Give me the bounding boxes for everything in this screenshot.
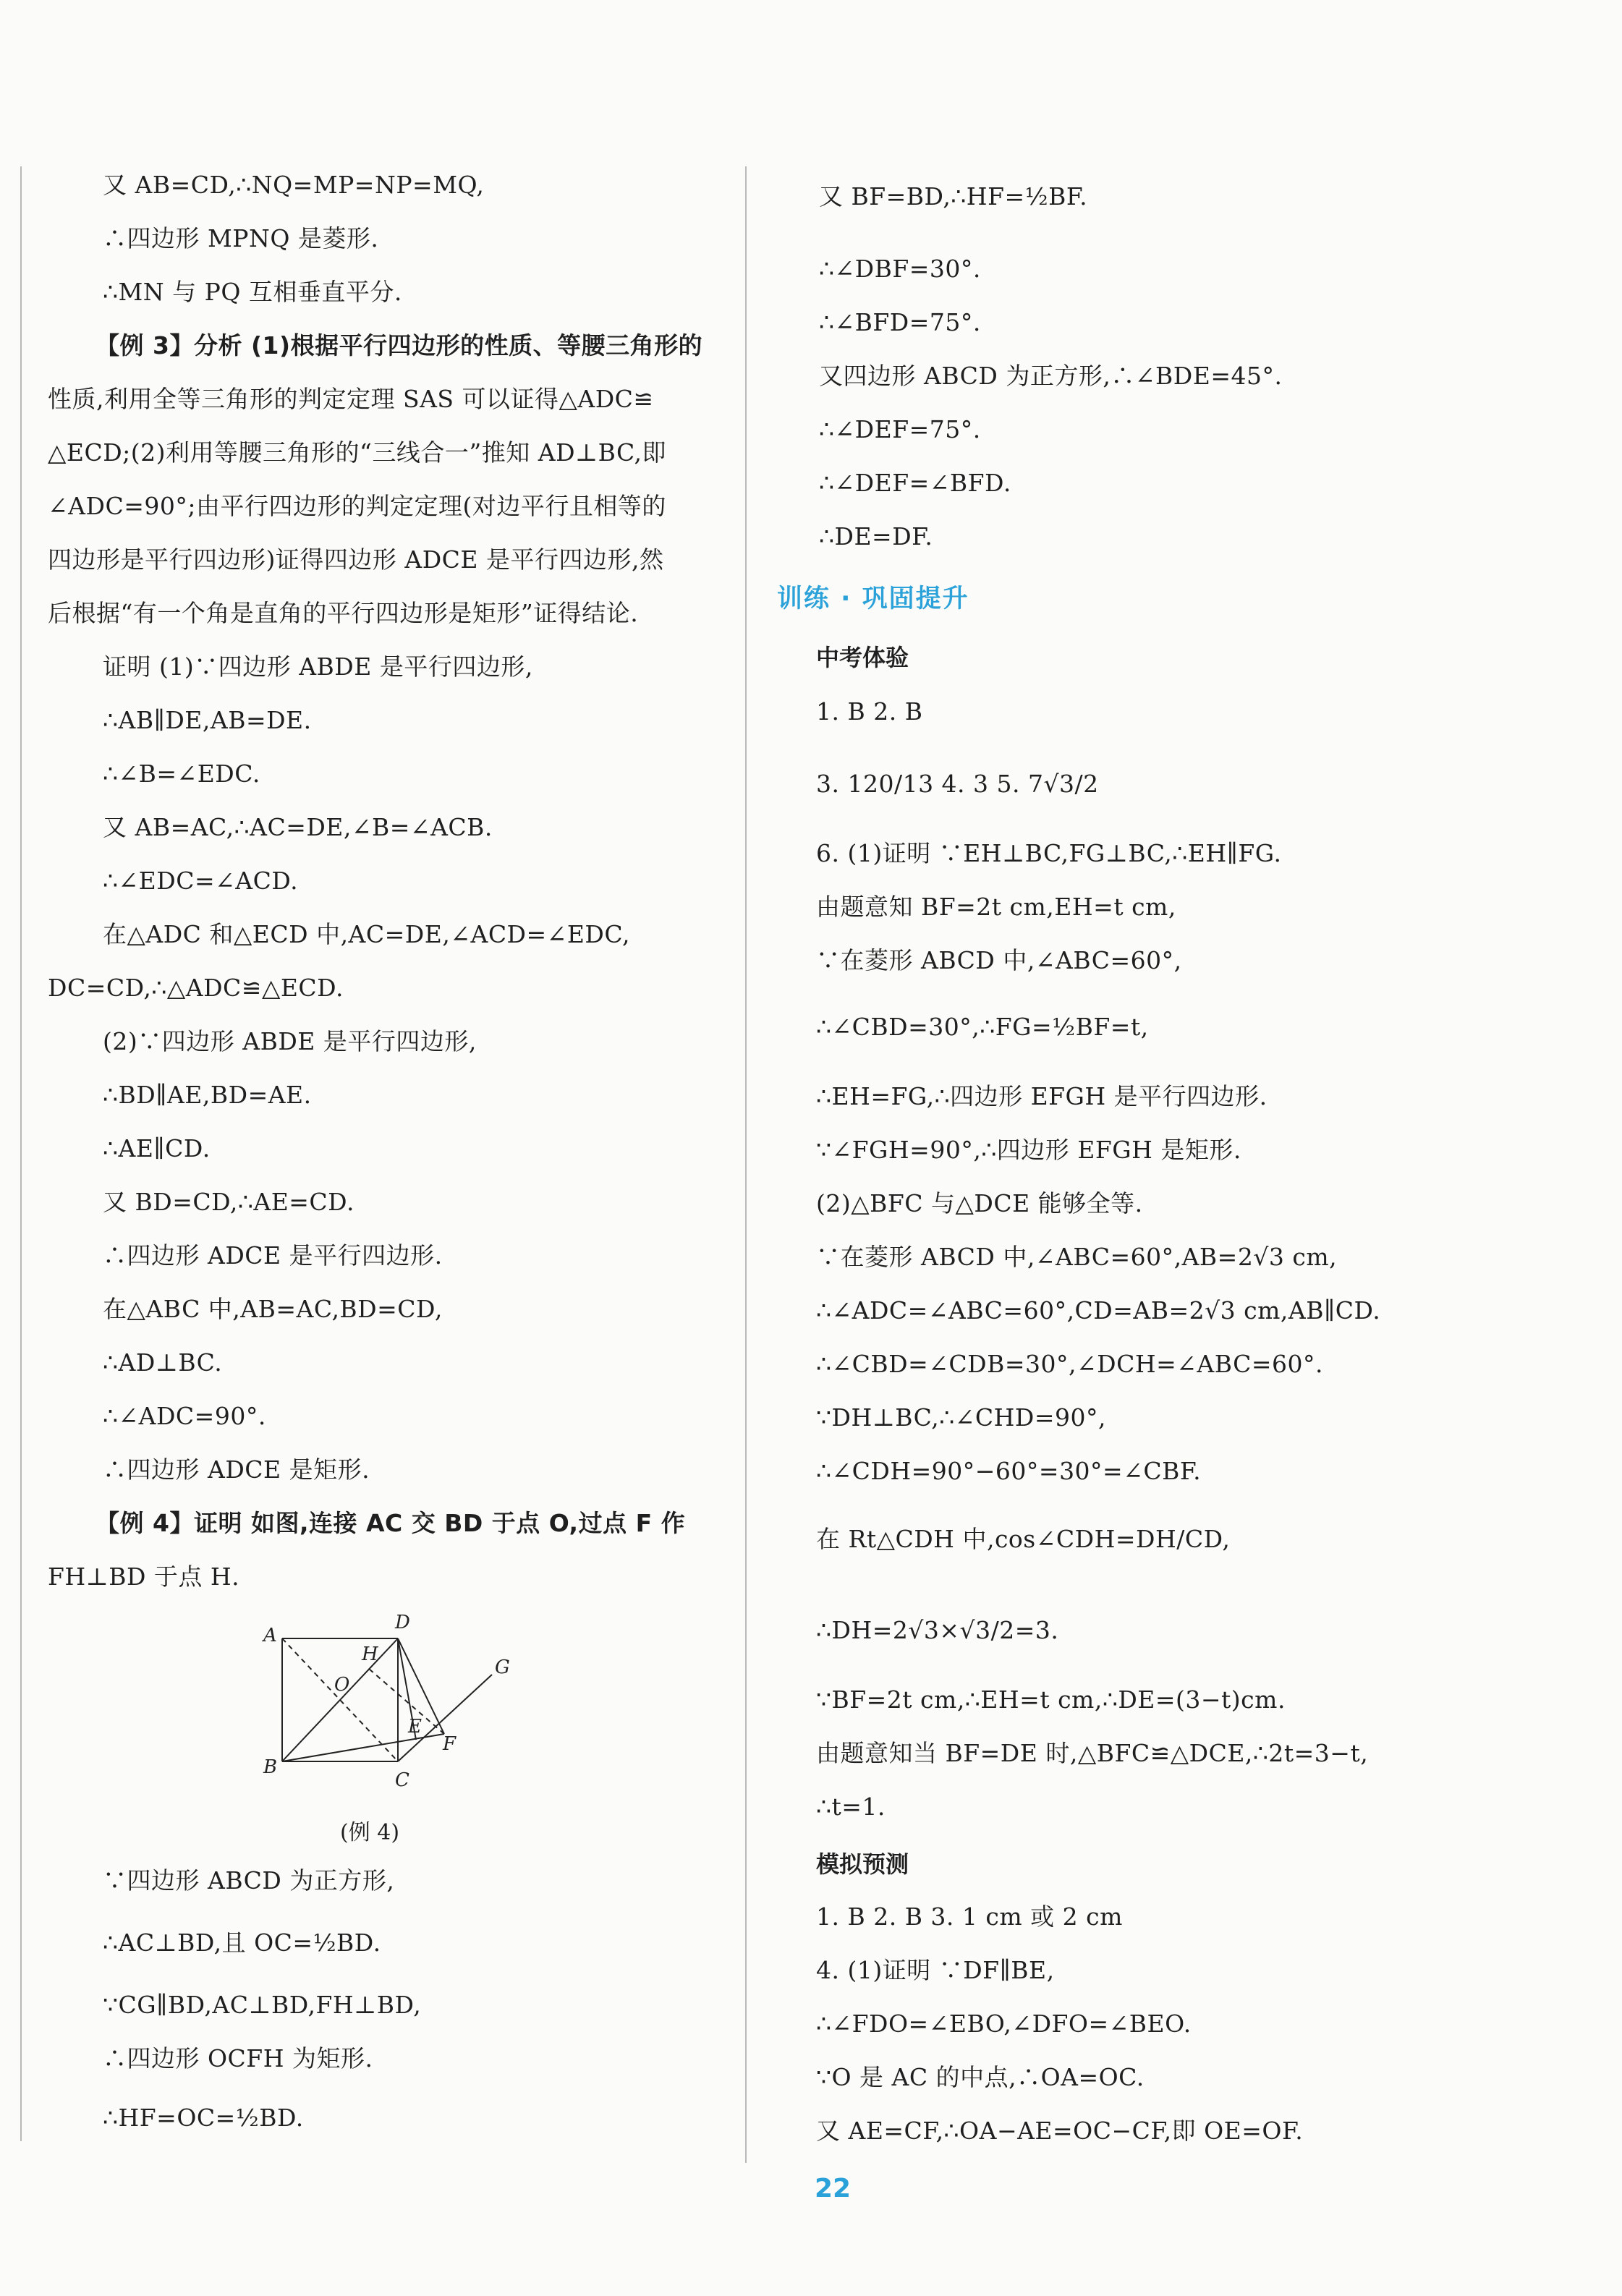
label-O: O	[334, 1674, 350, 1696]
text-line: 后根据“有一个角是直角的平行四边形是矩形”证得结论.	[48, 599, 639, 627]
text-line: ∴∠B=∠EDC.	[103, 760, 260, 788]
text-line: 在△ADC 和△ECD 中,AC=DE,∠ACD=∠EDC,	[103, 920, 630, 948]
proof-heading: 证明 (1)∵四边形 ABDE 是平行四边形,	[103, 652, 533, 681]
text-line: ∴AC⊥BD,且 OC=½BD.	[103, 1929, 381, 1957]
text-line: ∵四边形 ABCD 为正方形,	[103, 1866, 395, 1895]
label-C: C	[395, 1769, 409, 1791]
label-A: A	[263, 1625, 277, 1646]
text-line: ∵∠FGH=90°,∴四边形 EFGH 是矩形.	[816, 1136, 1241, 1164]
text-line: ∴t=1.	[816, 1793, 886, 1821]
text-line: (2)△BFC 与△DCE 能够全等.	[816, 1189, 1143, 1217]
page-number: 22	[814, 2174, 852, 2203]
text-line: ∴∠DBF=30°.	[819, 255, 981, 283]
text-line: ∴∠FDO=∠EBO,∠DFO=∠BEO.	[816, 2010, 1192, 2038]
text-line: 又 AB=AC,∴AC=DE,∠B=∠ACB.	[103, 813, 493, 841]
label-B: B	[263, 1756, 278, 1778]
example-3-heading: 【例 3】分析 (1)根据平行四边形的性质、等腰三角形的	[95, 331, 703, 360]
text-line: ∴四边形 ADCE 是矩形.	[103, 1455, 370, 1484]
text-line: ∴HF=OC=½BD.	[103, 2104, 304, 2132]
text-line: ∴EH=FG,∴四边形 EFGH 是平行四边形.	[816, 1082, 1268, 1110]
text-line: 又 AE=CF,∴OA−AE=OC−CF,即 OE=OF.	[816, 2117, 1304, 2145]
label-D: D	[395, 1612, 410, 1633]
example-4-heading: 【例 4】证明 如图,连接 AC 交 BD 于点 O,过点 F 作	[95, 1509, 686, 1537]
text-line: DC=CD,∴△ADC≌△ECD.	[48, 974, 344, 1002]
text-line: 四边形是平行四边形)证得四边形 ADCE 是平行四边形,然	[48, 545, 664, 574]
text-line: 又 BF=BD,∴HF=½BF.	[819, 182, 1088, 211]
text-line: ∠ADC=90°;由平行四边形的判定定理(对边平行且相等的	[48, 492, 666, 520]
text-line: 由题意知 BF=2t cm,EH=t cm,	[816, 893, 1176, 921]
text-line: ∴∠BFD=75°.	[819, 308, 981, 336]
text-line: ∴DE=DF.	[819, 522, 933, 550]
text-line: ∴∠CBD=30°,∴FG=½BF=t,	[816, 1013, 1149, 1041]
subsection-heading-mock: 模拟预测	[816, 1850, 909, 1878]
text-line: ∴BD∥AE,BD=AE.	[103, 1081, 312, 1109]
text-line: ∴AD⊥BC.	[103, 1348, 223, 1377]
section-title: 训练 · 巩固提升	[777, 584, 969, 613]
text-line: ∵在菱形 ABCD 中,∠ABC=60°,AB=2√3 cm,	[816, 1243, 1338, 1271]
text-line: 性质,利用全等三角形的判定定理 SAS 可以证得△ADC≌	[48, 385, 654, 413]
text-line: ∴四边形 MPNQ 是菱形.	[103, 224, 379, 252]
text-line: FH⊥BD 于点 H.	[48, 1562, 240, 1591]
text-line: ∴∠DEF=75°.	[819, 415, 981, 443]
geometry-figure	[253, 1602, 528, 1798]
label-F: F	[443, 1733, 457, 1755]
answer-line: 3. 120/13 4. 3 5. 7√3/2	[816, 770, 1099, 798]
text-line: 又四边形 ABCD 为正方形,∴∠BDE=45°.	[819, 362, 1283, 390]
text-line: ∵O 是 AC 的中点,∴OA=OC.	[816, 2063, 1145, 2091]
text-line: 由题意知当 BF=DE 时,△BFC≌△DCE,∴2t=3−t,	[816, 1739, 1369, 1767]
label-E: E	[408, 1716, 422, 1738]
text-line: 4. (1)证明 ∵DF∥BE,	[816, 1956, 1055, 1984]
text-line: △ECD;(2)利用等腰三角形的“三线合一”推知 AD⊥BC,即	[48, 438, 667, 467]
text-line: 6. (1)证明 ∵EH⊥BC,FG⊥BC,∴EH∥FG.	[816, 839, 1282, 867]
text-line: ∴∠CDH=90°−60°=30°=∠CBF.	[816, 1457, 1202, 1485]
text-line: ∴四边形 OCFH 为矩形.	[103, 2044, 373, 2072]
label-H: H	[362, 1644, 378, 1665]
text-line: ∴∠ADC=90°.	[103, 1402, 266, 1430]
text-line: ∴DH=2√3×√3/2=3.	[816, 1616, 1059, 1644]
text-line: ∴四边形 ADCE 是平行四边形.	[103, 1241, 443, 1270]
text-line: ∴∠DEF=∠BFD.	[819, 469, 1011, 497]
text-line: ∵在菱形 ABCD 中,∠ABC=60°,	[816, 946, 1182, 974]
text-line: ∴∠ADC=∠ABC=60°,CD=AB=2√3 cm,AB∥CD.	[816, 1296, 1381, 1325]
text-line: ∵BF=2t cm,∴EH=t cm,∴DE=(3−t)cm.	[816, 1685, 1286, 1714]
label-G: G	[495, 1657, 510, 1678]
text-line: ∴∠CBD=∠CDB=30°,∠DCH=∠ABC=60°.	[816, 1350, 1324, 1378]
text-line: 又 BD=CD,∴AE=CD.	[103, 1188, 354, 1216]
text-line: ∵DH⊥BC,∴∠CHD=90°,	[816, 1403, 1106, 1432]
text-line: ∴∠EDC=∠ACD.	[103, 867, 299, 895]
answer-line: 1. B 2. B 3. 1 cm 或 2 cm	[816, 1902, 1123, 1931]
text-line: 在△ABC 中,AB=AC,BD=CD,	[103, 1295, 443, 1323]
subsection-heading-exam: 中考体验	[816, 644, 909, 671]
text-line: 在 Rt△CDH 中,cos∠CDH=DH/CD,	[816, 1525, 1231, 1553]
left-margin-rule	[20, 166, 22, 2141]
text-line: ∵CG∥BD,AC⊥BD,FH⊥BD,	[103, 1991, 422, 2019]
answer-line: 1. B 2. B	[816, 697, 923, 726]
text-line: 又 AB=CD,∴NQ=MP=NP=MQ,	[103, 171, 485, 199]
text-line: ∴AB∥DE,AB=DE.	[103, 706, 312, 734]
figure-caption: (例 4)	[340, 1820, 400, 1845]
column-divider	[745, 166, 747, 2163]
text-line: (2)∵四边形 ABDE 是平行四边形,	[103, 1027, 477, 1055]
text-line: ∴MN 与 PQ 互相垂直平分.	[103, 278, 402, 306]
text-line: ∴AE∥CD.	[103, 1134, 211, 1162]
